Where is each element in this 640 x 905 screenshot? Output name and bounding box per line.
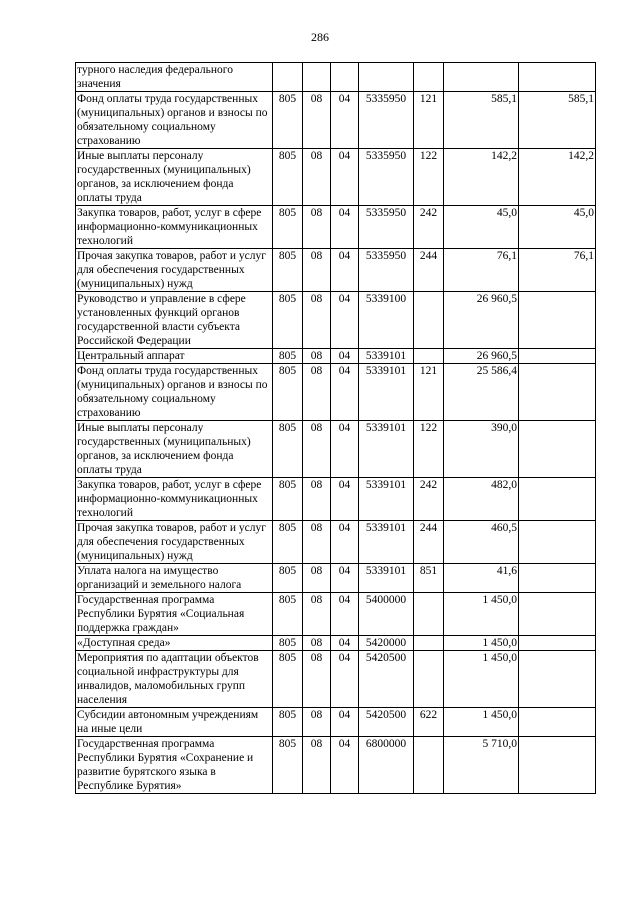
expense-type-cell: 851 xyxy=(414,564,444,593)
admin-code-cell: 805 xyxy=(273,478,303,521)
row-name-cell: Иные выплаты персоналу государственных (муниципальных) органов, за исключением фонда оплаты труда xyxy=(76,421,273,478)
target-article-cell: 5420500 xyxy=(359,708,414,737)
section-code-cell: 08 xyxy=(303,149,331,206)
row-name-cell: Руководство и управление в сфере установленных функций органов государственной власти субъекта Российской Федерации xyxy=(76,292,273,349)
amount-secondary-cell xyxy=(519,593,596,636)
target-article-cell xyxy=(359,63,414,92)
admin-code-cell: 805 xyxy=(273,737,303,794)
expense-type-cell: 121 xyxy=(414,364,444,421)
section-code-cell: 08 xyxy=(303,636,331,651)
subsection-code-cell: 04 xyxy=(331,737,359,794)
subsection-code-cell: 04 xyxy=(331,593,359,636)
expense-type-cell: 122 xyxy=(414,421,444,478)
table-row xyxy=(76,651,596,708)
table-row xyxy=(76,737,596,794)
subsection-code-cell: 04 xyxy=(331,206,359,249)
subsection-code-cell: 04 xyxy=(331,636,359,651)
expense-type-cell: 242 xyxy=(414,206,444,249)
table-row xyxy=(76,63,596,92)
subsection-code-cell: 04 xyxy=(331,149,359,206)
amount-secondary-cell xyxy=(519,636,596,651)
row-name-cell: Закупка товаров, работ, услуг в сфере информационно-коммуникационных технологий xyxy=(76,478,273,521)
row-name-cell: «Доступная среда» xyxy=(76,636,273,651)
amount-secondary-cell xyxy=(519,478,596,521)
target-article-cell: 5339101 xyxy=(359,521,414,564)
table-row xyxy=(76,149,596,206)
section-code-cell xyxy=(303,63,331,92)
table-row xyxy=(76,636,596,651)
row-name-cell: Уплата налога на имущество организаций и земельного налога xyxy=(76,564,273,593)
amount-secondary-cell xyxy=(519,737,596,794)
table-row xyxy=(76,521,596,564)
target-article-cell: 5335950 xyxy=(359,92,414,149)
amount-secondary-cell xyxy=(519,421,596,478)
row-name-cell: Прочая закупка товаров, работ и услуг для обеспечения государственных (муниципальных) нужд xyxy=(76,521,273,564)
amount-cell: 76,1 xyxy=(444,249,519,292)
subsection-code-cell: 04 xyxy=(331,651,359,708)
table-row xyxy=(76,364,596,421)
section-code-cell: 08 xyxy=(303,249,331,292)
admin-code-cell: 805 xyxy=(273,364,303,421)
section-code-cell: 08 xyxy=(303,421,331,478)
table-row xyxy=(76,478,596,521)
section-code-cell: 08 xyxy=(303,92,331,149)
amount-secondary-cell xyxy=(519,708,596,737)
target-article-cell: 5400000 xyxy=(359,593,414,636)
admin-code-cell: 805 xyxy=(273,708,303,737)
subsection-code-cell: 04 xyxy=(331,364,359,421)
amount-cell: 460,5 xyxy=(444,521,519,564)
admin-code-cell: 805 xyxy=(273,564,303,593)
admin-code-cell: 805 xyxy=(273,651,303,708)
section-code-cell: 08 xyxy=(303,737,331,794)
expense-type-cell xyxy=(414,737,444,794)
amount-cell xyxy=(444,63,519,92)
expense-type-cell: 122 xyxy=(414,149,444,206)
expense-type-cell xyxy=(414,636,444,651)
expense-type-cell xyxy=(414,349,444,364)
target-article-cell: 5420500 xyxy=(359,651,414,708)
budget-table-body xyxy=(76,63,596,794)
target-article-cell: 5339101 xyxy=(359,349,414,364)
expense-type-cell: 622 xyxy=(414,708,444,737)
expense-type-cell xyxy=(414,63,444,92)
admin-code-cell: 805 xyxy=(273,149,303,206)
row-name-cell: Государственная программа Республики Бурятия «Сохранение и развитие бурятского языка в Республике Бурятия» xyxy=(76,737,273,794)
subsection-code-cell: 04 xyxy=(331,521,359,564)
amount-secondary-cell: 585,1 xyxy=(519,92,596,149)
section-code-cell: 08 xyxy=(303,206,331,249)
subsection-code-cell xyxy=(331,63,359,92)
amount-secondary-cell xyxy=(519,651,596,708)
amount-cell: 26 960,5 xyxy=(444,349,519,364)
section-code-cell: 08 xyxy=(303,364,331,421)
amount-cell: 5 710,0 xyxy=(444,737,519,794)
section-code-cell: 08 xyxy=(303,708,331,737)
target-article-cell: 5339101 xyxy=(359,478,414,521)
subsection-code-cell: 04 xyxy=(331,708,359,737)
row-name-cell: Закупка товаров, работ, услуг в сфере информационно-коммуникационных технологий xyxy=(76,206,273,249)
amount-cell: 1 450,0 xyxy=(444,651,519,708)
target-article-cell: 5339101 xyxy=(359,564,414,593)
amount-cell: 45,0 xyxy=(444,206,519,249)
expense-type-cell xyxy=(414,292,444,349)
table-row xyxy=(76,593,596,636)
expense-type-cell xyxy=(414,593,444,636)
row-name-cell: Мероприятия по адаптации объектов социальной инфраструктуры для инвалидов, маломобильных групп населения xyxy=(76,651,273,708)
amount-cell: 26 960,5 xyxy=(444,292,519,349)
expense-type-cell: 244 xyxy=(414,521,444,564)
target-article-cell: 5335950 xyxy=(359,249,414,292)
row-name-cell: Прочая закупка товаров, работ и услуг для обеспечения государственных (муниципальных) нужд xyxy=(76,249,273,292)
table-row xyxy=(76,92,596,149)
target-article-cell: 5339101 xyxy=(359,421,414,478)
amount-secondary-cell: 76,1 xyxy=(519,249,596,292)
target-article-cell: 5339101 xyxy=(359,364,414,421)
section-code-cell: 08 xyxy=(303,521,331,564)
row-name-cell: Фонд оплаты труда государственных (муниципальных) органов и взносы по обязательному социальному страхованию xyxy=(76,364,273,421)
amount-secondary-cell: 45,0 xyxy=(519,206,596,249)
target-article-cell: 5339100 xyxy=(359,292,414,349)
amount-secondary-cell xyxy=(519,564,596,593)
section-code-cell: 08 xyxy=(303,564,331,593)
table-row xyxy=(76,292,596,349)
row-name-cell: Фонд оплаты труда государственных (муниципальных) органов и взносы по обязательному социальному страхованию xyxy=(76,92,273,149)
admin-code-cell xyxy=(273,63,303,92)
amount-cell: 25 586,4 xyxy=(444,364,519,421)
budget-table xyxy=(75,62,596,794)
row-name-cell: турного наследия федерального значения xyxy=(76,63,273,92)
expense-type-cell: 242 xyxy=(414,478,444,521)
amount-cell: 1 450,0 xyxy=(444,636,519,651)
amount-secondary-cell: 142,2 xyxy=(519,149,596,206)
section-code-cell: 08 xyxy=(303,478,331,521)
expense-type-cell: 244 xyxy=(414,249,444,292)
table-row xyxy=(76,564,596,593)
page-number: 286 xyxy=(311,30,329,44)
row-name-cell: Иные выплаты персоналу государственных (муниципальных) органов, за исключением фонда оплаты труда xyxy=(76,149,273,206)
expense-type-cell xyxy=(414,651,444,708)
subsection-code-cell: 04 xyxy=(331,349,359,364)
section-code-cell: 08 xyxy=(303,292,331,349)
section-code-cell: 08 xyxy=(303,593,331,636)
target-article-cell: 5420000 xyxy=(359,636,414,651)
subsection-code-cell: 04 xyxy=(331,292,359,349)
subsection-code-cell: 04 xyxy=(331,564,359,593)
target-article-cell: 5335950 xyxy=(359,149,414,206)
amount-cell: 142,2 xyxy=(444,149,519,206)
table-row xyxy=(76,206,596,249)
amount-cell: 41,6 xyxy=(444,564,519,593)
amount-cell: 585,1 xyxy=(444,92,519,149)
subsection-code-cell: 04 xyxy=(331,249,359,292)
target-article-cell: 5335950 xyxy=(359,206,414,249)
admin-code-cell: 805 xyxy=(273,421,303,478)
amount-cell: 390,0 xyxy=(444,421,519,478)
amount-secondary-cell xyxy=(519,521,596,564)
amount-cell: 482,0 xyxy=(444,478,519,521)
table-row xyxy=(76,249,596,292)
admin-code-cell: 805 xyxy=(273,636,303,651)
admin-code-cell: 805 xyxy=(273,521,303,564)
subsection-code-cell: 04 xyxy=(331,478,359,521)
amount-secondary-cell xyxy=(519,292,596,349)
amount-secondary-cell xyxy=(519,364,596,421)
row-name-cell: Субсидии автономным учреждениям на иные цели xyxy=(76,708,273,737)
table-row xyxy=(76,708,596,737)
admin-code-cell: 805 xyxy=(273,249,303,292)
expense-type-cell: 121 xyxy=(414,92,444,149)
target-article-cell: 6800000 xyxy=(359,737,414,794)
amount-cell: 1 450,0 xyxy=(444,708,519,737)
admin-code-cell: 805 xyxy=(273,206,303,249)
row-name-cell: Центральный аппарат xyxy=(76,349,273,364)
admin-code-cell: 805 xyxy=(273,593,303,636)
amount-cell: 1 450,0 xyxy=(444,593,519,636)
section-code-cell: 08 xyxy=(303,651,331,708)
row-name-cell: Государственная программа Республики Бурятия «Социальная поддержка граждан» xyxy=(76,593,273,636)
table-row xyxy=(76,349,596,364)
section-code-cell: 08 xyxy=(303,349,331,364)
admin-code-cell: 805 xyxy=(273,292,303,349)
admin-code-cell: 805 xyxy=(273,349,303,364)
amount-secondary-cell xyxy=(519,63,596,92)
table-row xyxy=(76,421,596,478)
admin-code-cell: 805 xyxy=(273,92,303,149)
amount-secondary-cell xyxy=(519,349,596,364)
subsection-code-cell: 04 xyxy=(331,421,359,478)
subsection-code-cell: 04 xyxy=(331,92,359,149)
